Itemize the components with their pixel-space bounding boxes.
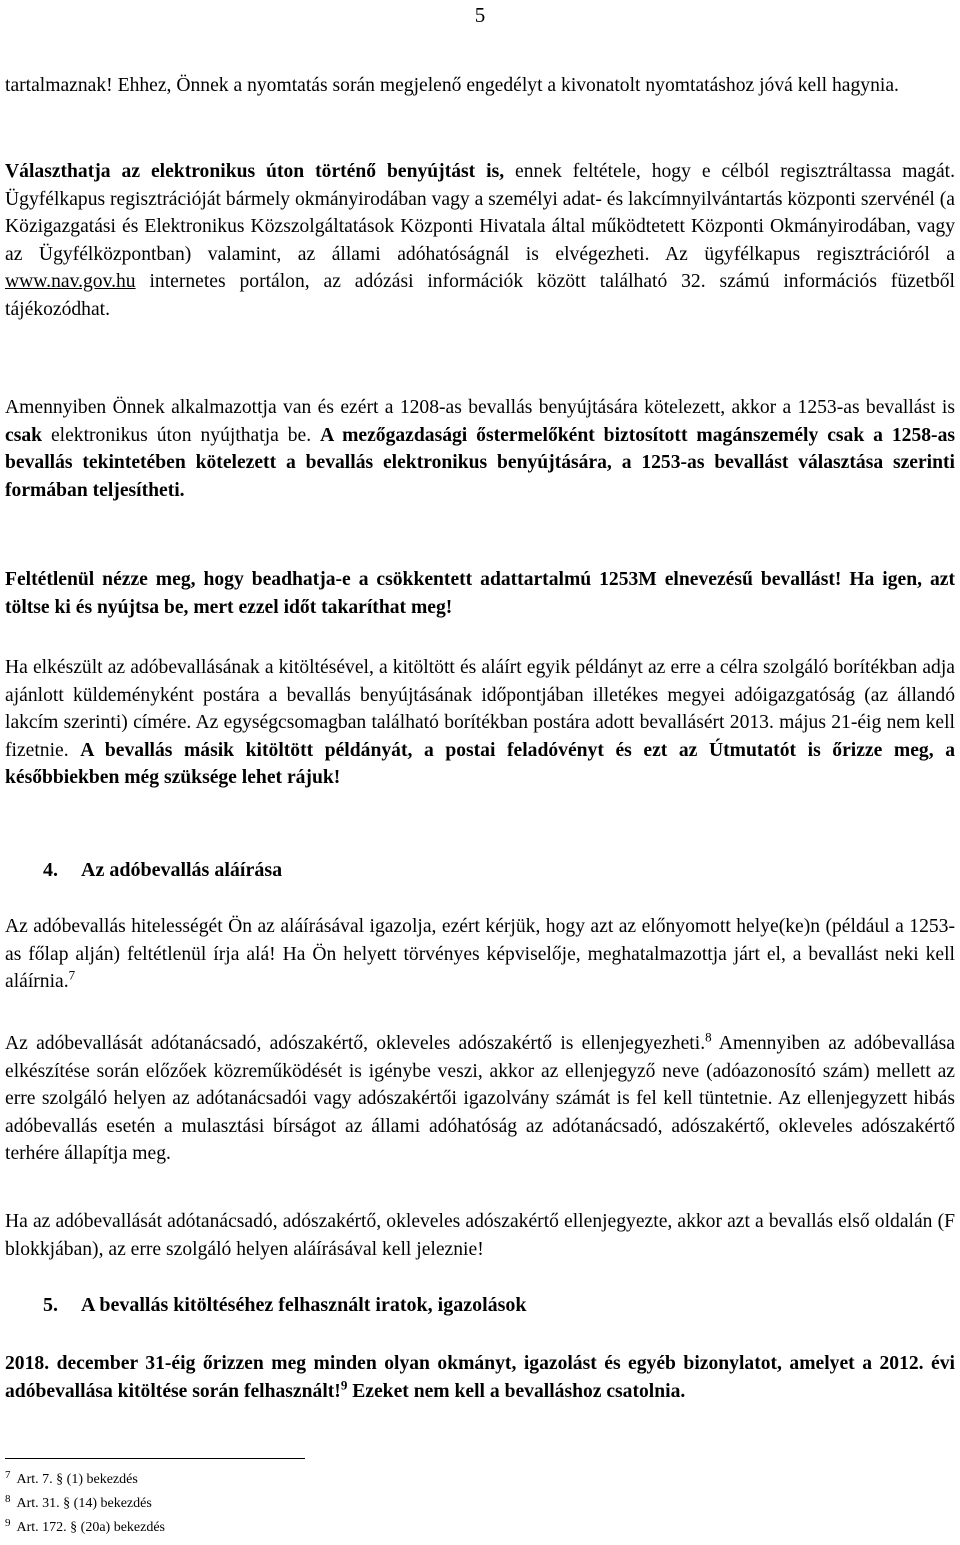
paragraph-signature: Az adóbevallás hitelességét Ön az aláírásával igazolja, ezért kérjük, hogy azt az előnyomott helye(ke)n (például a 1253-as főlap alján) feltétlenül írja alá! Ha Ön helyett törvényes képviselője, meghatalmazottja járt el, a bevallást neki kell aláírnia.$^7$: [5, 916, 955, 993]
footnote-ref-9[interactable]: 9: [340, 1377, 348, 1393]
electronic-submission-lead: Választhatja az elektronikus úton történő benyújtást is,: [5, 161, 505, 182]
nav-website-link[interactable]: www.nav.gov.hu: [5, 271, 136, 293]
farmer-rule-text: A mezőgazdasági őstermelőként biztosított magánszemély csak a 1258-as bevallás tekintetében kötelezett a bevallás elektronikus benyújtására, a 1253-as bevallást választása szerinti formában teljesítheti.: [5, 424, 955, 501]
paragraph-postal-submission: Ha elkészült az adóbevallásának a kitöltésével, a kitöltött és aláírt egyik példányt az erre a célra szolgáló borítékban adja ajánlott küldeményként postára a bevallás benyújtásának időpontjában illetékes megyei adóigazgatóság (az állandó lakcím szerinti) címére. Az egységcsomagban található borítékban postára adott bevallásért 2013. május 21-éig nem kell fizetnie. A bevallás másik kitöltött példányát, a postai feladóvényt és ezt az Útmutatót is őrizze meg, a későbbiekben még szüksége lehet rájuk!: [5, 657, 955, 789]
paragraph-retention: 2018. december 31-éig őrizzen meg minden olyan okmányt, igazolást és egyéb bizonylatot, amelyet a 2012. évi adóbevallása kitöltése során felhasznált!$^9$ Ezeket nem kell a bevalláshoz csatolnia.: [5, 1353, 955, 1402]
paragraph-approval: tartalmaznak! Ehhez, Önnek a nyomtatás során megjelenő engedélyt a kivonatolt nyomtatáshoz jóvá kell hagynia.: [5, 75, 899, 96]
footnote-7: $^7$ Art. 7. § (1) bekezdés: [5, 1469, 138, 1487]
keep-copy-notice: A bevallás másik kitöltött példányát, a postai feladóvényt és ezt az Útmutatót is őrizze meg, a későbbiekben még szüksége lehet rájuk!: [5, 739, 955, 789]
paragraph-countersign: Az adóbevallását adótanácsadó, adószakértő, okleveles adószakértő is ellenjegyezheti.$^8$ Amennyiben az adóbevallása elkészítése során előzőek közreműködését is igénybe veszi, akkor az ellenjegyző neve (adóazonosító szám) mellett az erre szolgáló helyen az adótanácsadói vagy adószakértői igazolvány számát is fel kell tüntetnie. Az ellenjegyzett hibás adóbevallás esetén a mulasztási bírságot az állami adóhatóság az adótanácsadó, adószakértő, okleveles adószakértő terhére állapítja meg.: [5, 1029, 956, 1165]
paragraph-employer-obligation: Amennyiben Önnek alkalmazottja van és ezért a 1208-as bevallás benyújtására kötelezett, akkor a 1253-as bevallást is csak elektronikus úton nyújthatja be. A mezőgazdasági őstermelőként biztosított magánszemély csak a 1258-as bevallás tekintetében kötelezett a bevallás elektronikus benyújtására, a 1253-as bevallást választása szerinti formában teljesítheti.: [5, 397, 955, 501]
section-heading-documents: 5. A bevallás kitöltéséhez felhasznált iratok, igazolások: [43, 1294, 527, 1316]
page-number: 5: [474, 3, 486, 27]
footnote-divider: [5, 1458, 305, 1459]
footnote-ref-8[interactable]: 8: [705, 1029, 712, 1045]
footnote-8: $^8$ Art. 31. § (14) bekezdés: [5, 1493, 152, 1511]
footnote-9: $^9$ Art. 172. § (20a) bekezdés: [5, 1517, 166, 1535]
paragraph-1253m-notice: Feltétlenül nézze meg, hogy beadhatja-e a csökkentett adattartalmú 1253M elnevezésű bevallást! Ha igen, azt töltse ki és nyújtsa be, mert ezzel időt takaríthat meg!: [5, 569, 955, 618]
paragraph-countersign-indicate: Ha az adóbevallását adótanácsadó, adószakértő, okleveles adószakértő ellenjegyezte, akkor azt a bevallás első oldalán (F blokkjában), az erre szolgáló helyen aláírásával kell jeleznie!: [5, 1211, 955, 1260]
section-heading-signature: 4. Az adóbevallás aláírása: [43, 859, 283, 881]
footnote-ref-7[interactable]: 7: [68, 967, 76, 983]
paragraph-electronic-submission: Választhatja az elektronikus úton történő benyújtást is, ennek feltétele, hogy e célból regisztráltassa magát. Ügyfélkapus regisztrációját bármely okmányirodában vagy a személyi adat- és lakcímnyilvántartás központi szervénél (a Közigazgatási és Elektronikus Közszolgáltatások Központi Hivatala által működtetett Központi Okmányirodában, vagy az Ügyfélközpontban) valamint, az állami adóhatóságnál is elvégezheti. Az ügyfélkapus regisztrációról a www.nav.gov.hu internetes portálon, az adózási információk között található 32. számú információs füzetből tájékozódhat.: [5, 161, 955, 320]
